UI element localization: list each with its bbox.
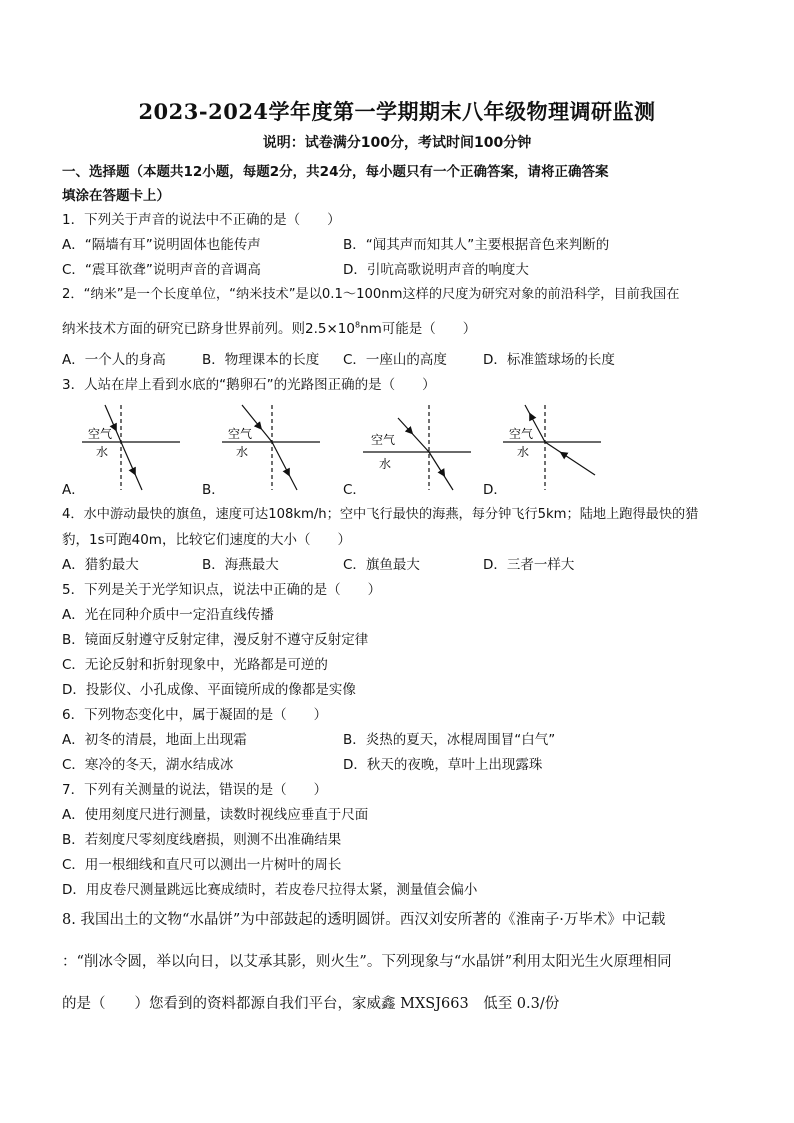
section-heading: 一、选择题（本题共12小题，每题2分，共24分，每小题只有一个正确答案，请将正确答案 (62, 164, 609, 180)
q4-option-a: A．猎豹最大 (62, 557, 139, 573)
q2-option-b: B．物理课本的长度 (202, 352, 320, 368)
q8-stem-line2: ：“削冰令圆，举以向日，以艾承其影，则火生”。下列现象与“水晶饼”利用太阳光生火原理相同 (62, 954, 672, 970)
q5-option-a: A．光在同种介质中一定沿直线传播 (62, 607, 274, 623)
q3-label-a: A． (62, 482, 85, 498)
q3-label-b: B． (202, 482, 225, 498)
page-title: 2023-2024学年度第一学期期末八年级物理调研监测 (138, 99, 656, 124)
water-label: 水 (236, 445, 249, 459)
air-label: 空气 (509, 427, 534, 441)
air-label: 空气 (371, 433, 396, 447)
section-heading-cont: 填涂在答题卡上） (62, 188, 170, 204)
q4-stem-line1: 4．水中游动最快的旗鱼，速度可达108km/h；空中飞行最快的海燕，每分钟飞行5km；陆地上跑得最快的猎 (62, 507, 699, 522)
q2-stem-line2 (62, 317, 476, 337)
exam-instructions: 说明：试卷满分100分，考试时间100分钟 (262, 135, 532, 151)
q1-option-a: A．“隔墙有耳”说明固体也能传声 (62, 237, 261, 253)
q2-exponent: 8 (354, 320, 361, 330)
q1-option-d: D．引吭高歌说明声音的响度大 (343, 262, 529, 278)
q5-stem: 5．下列是关于光学知识点，说法中正确的是（ ） (62, 582, 382, 598)
q1-option-b: B．“闻其声而知其人”主要根据音色来判断的 (343, 237, 610, 253)
q5-option-b: B．镜面反射遵守反射定律，漫反射不遵守反射定律 (62, 632, 369, 648)
q4-option-c: C．旗鱼最大 (343, 557, 420, 573)
q3-label-c: C． (343, 482, 366, 498)
air-label: 空气 (228, 427, 253, 441)
q4-stem-line2: 豹，1s可跑40m，比较它们速度的大小（ ） (62, 532, 351, 548)
q8-stem-line3: 的是（ ）您看到的资料都源自我们平台，家威鑫 MXSJ663 低至 0.3/份 (62, 996, 560, 1012)
water-label: 水 (379, 457, 392, 471)
q7-option-c: C．用一根细线和直尺可以测出一片树叶的周长 (62, 857, 342, 873)
q1-option-c: C．“震耳欲聋”说明声音的音调高 (62, 262, 261, 278)
q2-stem-unit: nm可能是（ ） (360, 321, 477, 337)
q2-stem-line1: 2．“纳米”是一个长度单位，“纳米技术”是以0.1～100nm这样的尺度为研究对象的前沿科学，目前我国在 (62, 287, 680, 302)
q3-label-d: D． (483, 482, 507, 498)
q1-stem: 1．下列关于声音的说法中不正确的是（ ） (62, 212, 341, 228)
q2-option-d: D．标准篮球场的长度 (483, 352, 615, 368)
q8-stem-line1: 8. 我国出土的文物“水晶饼”为中部鼓起的透明圆饼。西汉刘安所著的《淮南子·万毕术》中记载 (62, 912, 666, 928)
q3-stem: 3．人站在岸上看到水底的“鹅卵石”的光路图正确的是（ ） (62, 377, 436, 393)
q7-stem: 7．下列有关测量的说法，错误的是（ ） (62, 782, 328, 798)
q5-option-d: D．投影仪、小孔成像、平面镜所成的像都是实像 (62, 682, 356, 698)
q7-option-b: B．若刻度尺零刻度线磨损，则测不出准确结果 (62, 832, 342, 848)
q2-option-a: A．一个人的身高 (62, 352, 166, 368)
q7-option-a: A．使用刻度尺进行测量，读数时视线应垂直于尺面 (62, 807, 369, 823)
water-label: 水 (96, 445, 109, 459)
q6-option-b: B．炎热的夏天，冰棍周围冒“白气” (343, 732, 556, 748)
water-label: 水 (517, 445, 530, 459)
q4-option-b: B．海燕最大 (202, 557, 279, 573)
q7-option-d: D．用皮卷尺测量跳远比赛成绩时，若皮卷尺拉得太紧，测量值会偏小 (62, 882, 478, 898)
q6-option-c: C．寒冷的冬天，湖水结成冰 (62, 757, 234, 773)
q6-option-a: A．初冬的清晨，地面上出现霜 (62, 732, 247, 748)
q5-option-c: C．无论反射和折射现象中，光路都是可逆的 (62, 657, 328, 673)
q2-stem-text: 纳米技术方面的研究已跻身世界前列。则2.5×10 (62, 321, 355, 337)
q4-option-d: D．三者一样大 (483, 557, 575, 573)
q6-option-d: D．秋天的夜晚，草叶上出现露珠 (343, 757, 543, 773)
q6-stem: 6．下列物态变化中，属于凝固的是（ ） (62, 707, 328, 723)
air-label: 空气 (88, 427, 113, 441)
q2-option-c: C．一座山的高度 (343, 352, 447, 368)
